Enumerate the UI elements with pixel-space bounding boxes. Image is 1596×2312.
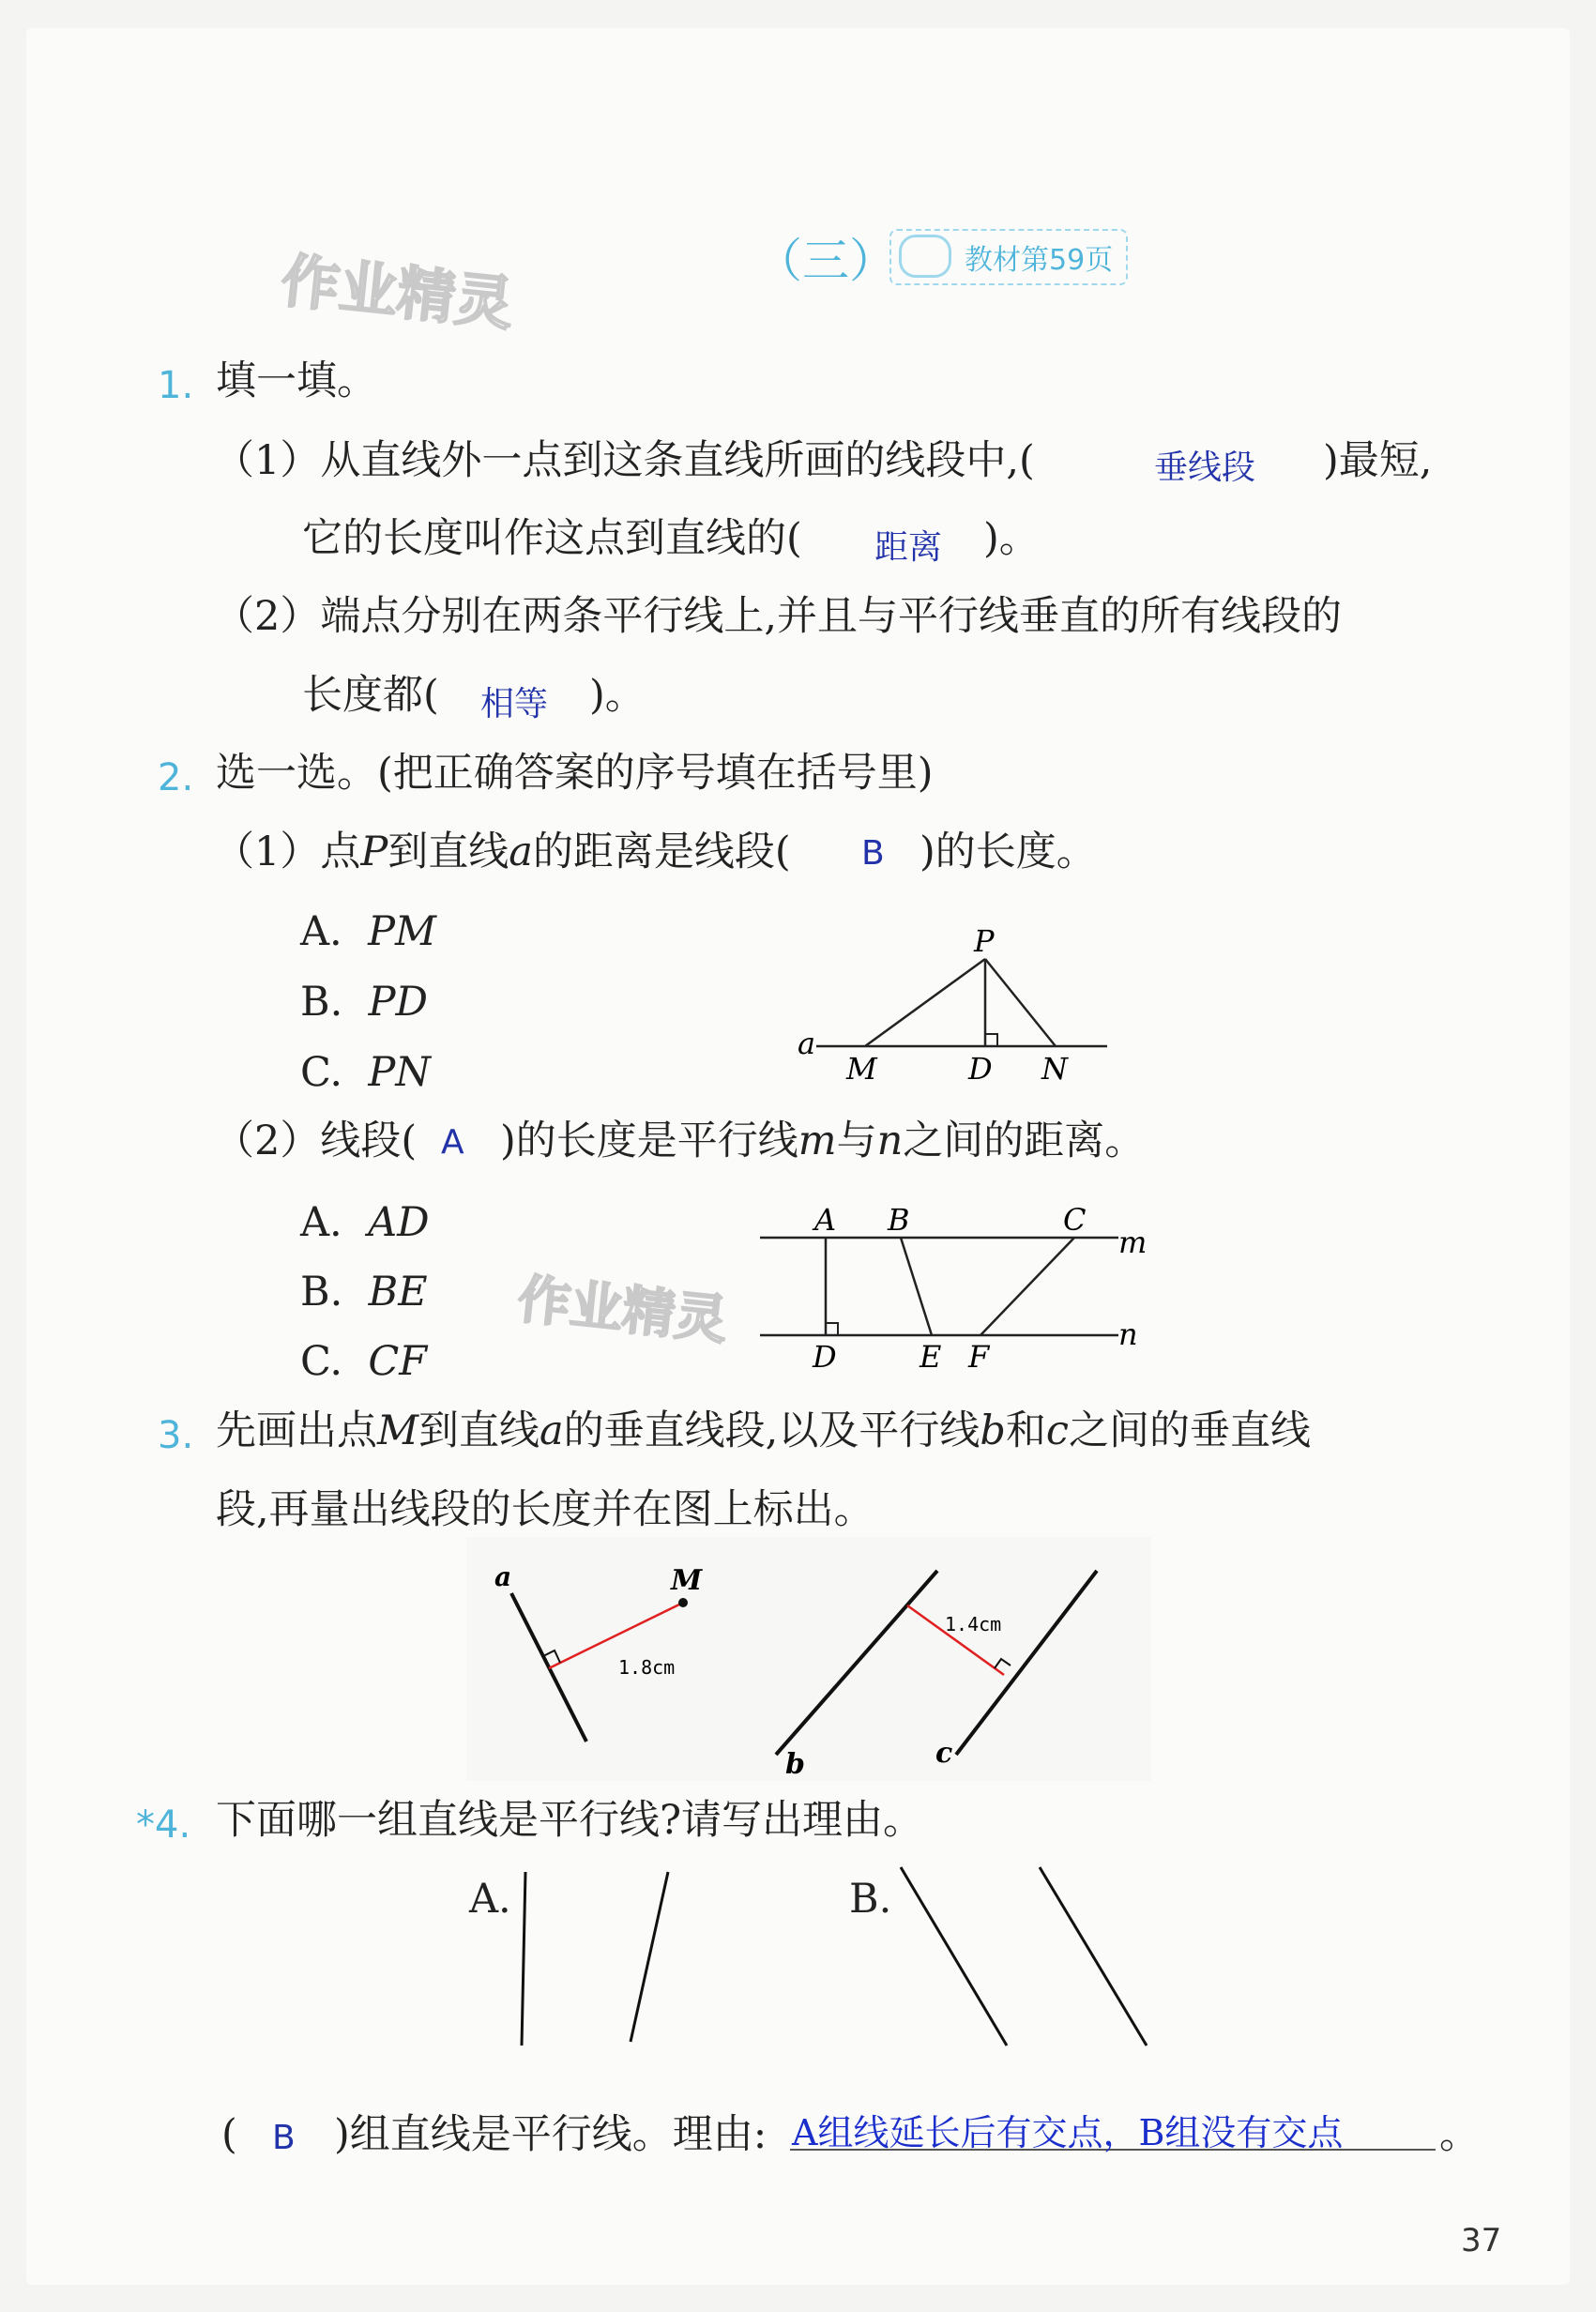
label-D: D — [968, 1051, 993, 1087]
q4-option-b-label: B. — [849, 1876, 892, 1923]
q1-1-line1: （1）从直线外一点到这条直线所画的线段中,( — [214, 437, 1035, 484]
label-M: M — [846, 1051, 877, 1087]
q4-reason-line — [790, 2102, 1436, 2151]
q4-answer: B — [272, 2119, 296, 2157]
q4-option-a-label: A. — [469, 1876, 511, 1923]
q1-2-line2: 长度都( — [302, 672, 439, 719]
q4-title: 下面哪一组直线是平行线?请写出理由。 — [216, 1797, 924, 1844]
q2-2-question-end: )的长度是平行线m与n之间的距离。 — [500, 1118, 1146, 1164]
q2-1-option: A. PM — [300, 908, 437, 955]
label-b: b — [785, 1748, 805, 1781]
length-label-1: 1.8cm — [618, 1656, 676, 1679]
q1-1-answer-b: 距离 — [874, 528, 943, 567]
line-b2 — [1040, 1867, 1147, 2046]
segment-PM — [865, 959, 985, 1046]
q3-number: 3. — [158, 1414, 194, 1457]
q3-line1: 先画出点M到直线a的垂直线段,以及平行线b和c之间的垂直线 — [216, 1407, 1311, 1454]
page-number: 37 — [1461, 2222, 1502, 2259]
label-C: C — [1063, 1202, 1087, 1238]
label-m: m — [1118, 1224, 1148, 1260]
q4-answer-text: )组直线是平行线。理由: — [334, 2111, 768, 2158]
q1-number: 1. — [158, 364, 194, 407]
q2-2-question: （2）线段( — [214, 1118, 418, 1164]
q4-answer-open: ( — [221, 2111, 237, 2158]
q1-2-answer: 相等 — [480, 685, 549, 723]
segment-CF — [980, 1238, 1074, 1335]
segment-BE — [901, 1238, 932, 1335]
textbook-ref: 教材第59页 — [965, 244, 1114, 277]
q2-title: 选一选。(把正确答案的序号填在括号里) — [216, 750, 934, 797]
q2-2-option: B. BE — [300, 1269, 428, 1316]
label-a: a — [494, 1561, 512, 1592]
textbook-page-badge — [889, 229, 1128, 285]
label-P: P — [974, 923, 995, 959]
label-A: A — [814, 1202, 837, 1238]
label-F: F — [968, 1339, 990, 1375]
label-c: c — [935, 1737, 953, 1770]
label-a: a — [798, 1026, 816, 1061]
q4-end: 。 — [1439, 2111, 1480, 2158]
q2-number: 2. — [158, 756, 194, 799]
label-N: N — [1041, 1051, 1068, 1087]
parallel-lines-figure — [751, 1196, 1163, 1384]
line-a1 — [522, 1872, 525, 2046]
q1-1-line2: 它的长度叫作这点到直线的( — [302, 515, 802, 562]
q2-1-question-end: )的长度。 — [920, 829, 1097, 875]
triangle-figure — [788, 920, 1126, 1088]
watermark: 作业精灵 — [278, 246, 517, 339]
point-M — [678, 1598, 688, 1607]
q2-1-option: C. PN — [300, 1049, 431, 1096]
cloud-icon — [899, 235, 951, 278]
q2-1-option: B. PD — [300, 979, 429, 1026]
section-title: （三） — [755, 234, 896, 288]
q2-1-question: （1）点P到直线a的距离是线段( — [214, 829, 791, 875]
q1-title: 填一填。 — [216, 357, 377, 404]
line-a2 — [631, 1872, 668, 2042]
lines-group-a — [507, 1867, 685, 2055]
right-angle-mark — [826, 1323, 838, 1335]
q1-1-line1-end: )最短, — [1323, 437, 1433, 484]
label-D: D — [813, 1339, 837, 1375]
label-B: B — [888, 1202, 910, 1238]
lines-group-b — [891, 1863, 1154, 2050]
q2-2-option: C. CF — [300, 1338, 428, 1385]
q3-line2: 段,再量出线段的长度并在图上标出。 — [216, 1486, 874, 1533]
q1-1-line2-end: )。 — [983, 515, 1040, 562]
watermark: 作业精灵 — [514, 1269, 731, 1352]
q2-2-option: A. AD — [300, 1199, 430, 1246]
label-n: n — [1118, 1316, 1138, 1352]
q4-reason: A组线延长后有交点，B组没有交点 — [792, 2112, 1344, 2153]
q2-1-answer: B — [861, 834, 885, 873]
q2-2-answer: A — [441, 1123, 464, 1162]
q1-2-line2-end: )。 — [589, 672, 646, 719]
label-E: E — [920, 1339, 942, 1375]
q4-number: *4. — [136, 1803, 191, 1847]
length-label-2: 1.4cm — [945, 1613, 1002, 1635]
line-b1 — [901, 1867, 1007, 2046]
label-M: M — [671, 1564, 703, 1597]
q1-2-line1: （2）端点分别在两条平行线上,并且与平行线垂直的所有线段的 — [214, 593, 1343, 640]
right-angle-mark — [985, 1034, 997, 1046]
perpendicular-drawing-figure — [466, 1537, 1151, 1781]
q1-1-answer-a: 垂线段 — [1154, 449, 1256, 487]
